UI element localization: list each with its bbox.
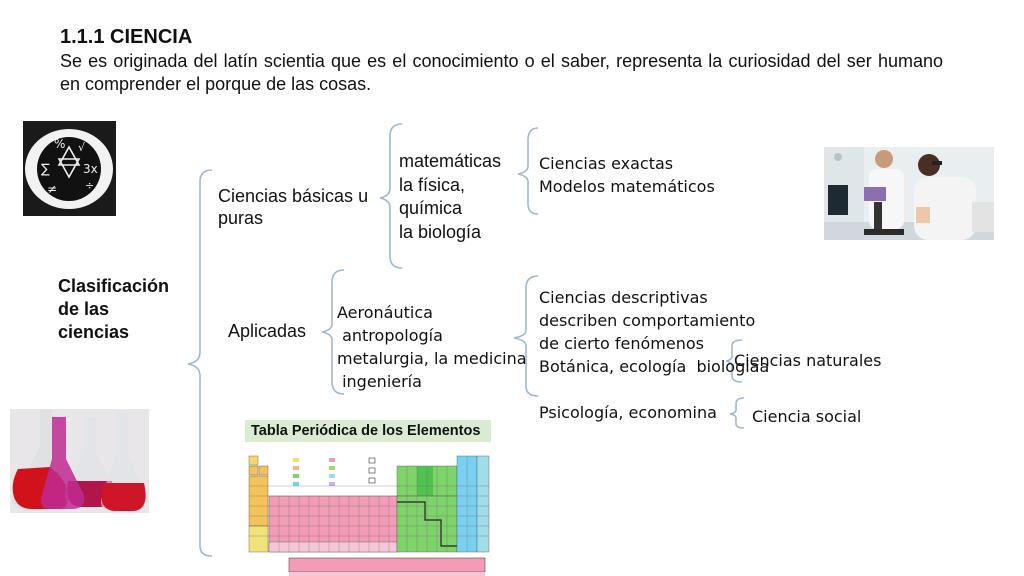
periodic-table-title: Tabla Periódica de los Elementos <box>245 420 491 442</box>
descriptive-line: describen comportamiento <box>539 311 756 330</box>
basic-subjects-list <box>399 150 501 244</box>
root-line: de las <box>58 299 110 319</box>
exact-sciences-notes <box>539 152 715 198</box>
applied-field: antropología <box>337 326 443 345</box>
root-line: ciencias <box>58 322 130 342</box>
applied-field: metalurgia, la medicina <box>337 349 527 368</box>
natural-sciences-label: Ciencias naturales <box>734 351 882 370</box>
basic-sciences-label <box>218 185 368 229</box>
symbol-glyph: 3x <box>83 162 98 176</box>
root-line: Clasificación <box>58 276 170 296</box>
exact-note: Modelos matemáticos <box>539 177 715 196</box>
basic-subject: la biología <box>399 221 482 242</box>
descriptive-line: Ciencias descriptivas <box>539 288 708 307</box>
applied-field: ingeniería <box>337 372 422 391</box>
applied-field: Aeronáutica <box>337 303 433 322</box>
bracket-root <box>188 170 212 556</box>
symbol-glyph: % <box>54 137 66 151</box>
bracket-exact <box>518 128 538 214</box>
exact-note: Ciencias exactas <box>539 154 674 173</box>
basic-subject: química <box>399 198 463 218</box>
social-subjects-label: Psicología, economina <box>539 403 717 422</box>
basic-label-line: Ciencias básicas u <box>218 186 369 206</box>
basic-subject: la física, <box>399 174 466 195</box>
descriptive-line: de cierto fenómenos <box>539 334 704 353</box>
symbol-glyph: √ <box>78 141 86 154</box>
applied-fields-list <box>337 301 527 393</box>
basic-subject: matemáticas <box>399 151 502 171</box>
applied-sciences-label: Aplicadas <box>228 321 307 341</box>
symbol-glyph: ÷ <box>85 179 95 192</box>
intro-paragraph: Se es originada del latín scientia que es el conocimiento o el saber, representa la curiosidad del ser humano en comprender el porque de las cosas. <box>60 51 943 94</box>
symbol-glyph: ∑ <box>41 162 50 177</box>
classification-root-label <box>58 275 169 344</box>
page-title: 1.1.1 CIENCIA <box>60 26 193 48</box>
symbol-glyph: ≠ <box>47 182 58 196</box>
social-science-label: Ciencia social <box>752 407 862 426</box>
bracket-social <box>730 398 744 428</box>
descriptive-line: Botánica, ecología biologiaa <box>539 357 770 376</box>
basic-label-line: puras <box>218 208 264 228</box>
